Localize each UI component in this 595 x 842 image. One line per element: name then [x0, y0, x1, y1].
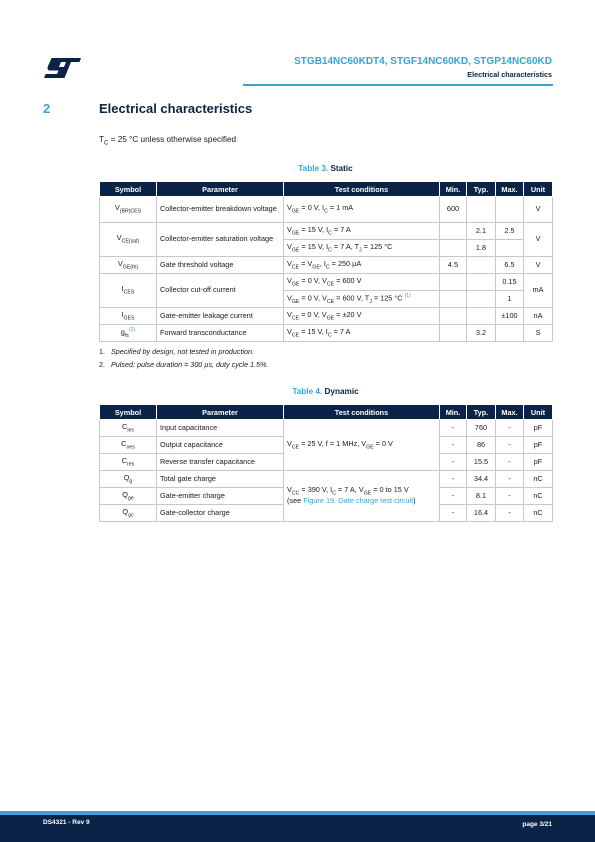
document-section-label: Electrical characteristics [467, 70, 552, 79]
symbol-cell: $I_{CES}$ [100, 274, 157, 308]
table-row: $C_{oes}$ Output capacitance - 86 - pF [100, 437, 553, 454]
table-row: $Q_{ge}$ Gate-emitter charge - 8.1 - nC [100, 488, 553, 505]
table-row: $Q_g$ Total gate charge $V_{CC} = 390$ V, $I_C = 7$ A, $V_{GE} = 0$ to 15 V (see Figure 19. Gate charge test circuit) - 34.4 - nC [100, 471, 553, 488]
st-logo-icon [42, 57, 82, 79]
table-row: $Q_{gc}$ Gate-collector charge - 16.4 - nC [100, 505, 553, 522]
static-table [99, 181, 553, 342]
condition-cell: $V_{CE} = V_{GE}$, $I_C = 250$ µA [284, 257, 440, 274]
symbol-cell: $I_{GES}$ [100, 308, 157, 325]
footnote: 2. Pulsed: pulse duration = 300 µs, duty cycle 1.5%. [99, 360, 269, 369]
condition-cell: $V_{GE} = 0$ V, $I_C = 1$ mA [284, 197, 440, 223]
symbol-cell: $V_{GE(th)}$ [100, 257, 157, 274]
table-row: $I_{GES}$ Gate-emitter leakage current $V_{CE} = 0$ V, $V_{GE} = \pm 20$ V ±100 nA [100, 308, 553, 325]
table-row: $I_{CES}$ Collector cut-off current $V_{GE} = 0$ V, $V_{CE} = 600$ V 0.15 mA [100, 274, 553, 291]
footnote-ref[interactable]: (2) [128, 326, 136, 333]
dynamic-table [99, 404, 553, 522]
figure-link[interactable]: Figure 19. Gate charge test circuit [303, 495, 414, 505]
condition-cell: $V_{GE} = 0$ V, $V_{CE} = 600$ V, $T_J = 125$ °C $^{(1)}$ [284, 291, 440, 308]
table4-caption: Table 4. Dynamic [292, 387, 359, 396]
symbol-cell: $V_{(BR)CES}$ [100, 197, 157, 223]
footnote: 1. Specified by design, not tested in production. [99, 347, 255, 356]
table3-caption: Table 3. Static [298, 164, 353, 173]
table-row: $V_{CE(sat)}$ Collector-emitter saturation voltage $V_{GE} = 15$ V, $I_C = 7$ A 2.1 2.5 V [100, 223, 553, 240]
section-title: Electrical characteristics [99, 101, 253, 116]
table-row: $g_{fs}^{(2)}$ Forward transconductance $V_{CE} = 15$ V, $I_C = 7$ A 3.2 S [100, 325, 553, 342]
condition-cell: $V_{CC} = 390$ V, $I_C = 7$ A, $V_{GE} = 0$ to 15 V (see Figure 19. Gate charge test circuit) [284, 471, 440, 522]
symbol-cell: $Q_{ge}$ [100, 488, 157, 505]
table-header-row: Symbol Parameter Test conditions Min. Typ. Max. Unit [100, 405, 553, 420]
document-title: STGB14NC60KDT4, STGF14NC60KD, STGP14NC60KD [294, 56, 552, 67]
symbol-cell: $Q_g$ [100, 471, 157, 488]
table3-footnotes [99, 347, 268, 373]
header-divider [243, 84, 553, 86]
symbol-cell: $Q_{gc}$ [100, 505, 157, 522]
section-number: 2 [43, 101, 51, 116]
condition-cell: $V_{CE} = 25$ V, f = 1 MHz, $V_{GE} = 0$ V [284, 420, 440, 471]
footnote-ref[interactable]: (1) [404, 292, 411, 299]
symbol-cell: $C_{oes}$ [100, 437, 157, 454]
condition-cell: $V_{GE} = 15$ V, $I_C = 7$ A, $T_J = 125$ °C [284, 240, 440, 257]
table-row: $C_{ies}$ Input capacitance $V_{CE} = 25$ V, f = 1 MHz, $V_{GE} = 0$ V - 760 - pF [100, 420, 553, 437]
condition-cell: $V_{GE} = 0$ V, $V_{CE} = 600$ V [284, 274, 440, 291]
document-revision: DS4321 - Rev 9 [43, 819, 90, 826]
test-condition-note: $T_C = 25$ °C unless otherwise specified [99, 135, 237, 147]
table-row: $C_{res}$ Reverse transfer capacitance - 15.5 - pF [100, 454, 553, 471]
table-row: $V_{(BR)CES}$ Collector-emitter breakdown voltage $V_{GE} = 0$ V, $I_C = 1$ mA 600 V [100, 197, 553, 223]
table-header-row: Symbol Parameter Test conditions Min. Typ. Max. Unit [100, 182, 553, 197]
condition-cell: $V_{CE} = 15$ V, $I_C = 7$ A [284, 325, 440, 342]
page-number: page 3/21 [522, 821, 552, 828]
symbol-cell: $V_{CE(sat)}$ [100, 223, 157, 257]
symbol-cell: $C_{ies}$ [100, 420, 157, 437]
table-row: $V_{GE(th)}$ Gate threshold voltage $V_{CE} = V_{GE}$, $I_C = 250$ µA 4.5 6.5 V [100, 257, 553, 274]
table-row: $V_{GE} = 0$ V, $V_{CE} = 600$ V, $T_J = 125$ °C $^{(1)}$ 1 [100, 291, 553, 308]
table-row: $V_{GE} = 15$ V, $I_C = 7$ A, $T_J = 125$ °C 1.8 [100, 240, 553, 257]
symbol-cell: $g_{fs}^{(2)}$ [100, 325, 157, 342]
symbol-cell: $C_{res}$ [100, 454, 157, 471]
condition-cell: $V_{GE} = 15$ V, $I_C = 7$ A [284, 223, 440, 240]
condition-cell: $V_{CE} = 0$ V, $V_{GE} = \pm 20$ V [284, 308, 440, 325]
